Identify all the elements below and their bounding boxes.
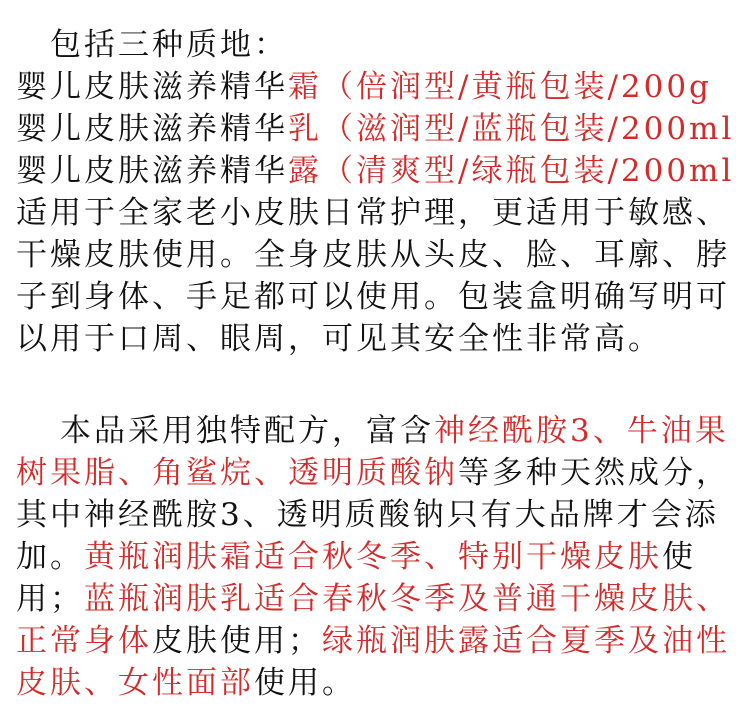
formula-line-1 [60, 410, 729, 452]
usage-line: 以用于口周、眼周，可见其安全性非常高。 [16, 321, 662, 357]
formula-line-5 [16, 578, 730, 620]
usage-line: 子到身体、手足都可以使用。包装盒明确写明可 [16, 279, 730, 315]
formula-text: 等多种天然成分， [458, 455, 730, 491]
intro-text: 包括三种质地： [50, 27, 288, 63]
product-type: 露 [288, 153, 322, 189]
product-line-lotion [16, 150, 734, 192]
ingredient-highlight: 神经酰胺3、牛油果 [434, 413, 729, 449]
formula-line-4 [16, 536, 696, 578]
product-prefix: 婴儿皮肤滋养精华 [16, 111, 288, 147]
ingredient-highlight: 树果脂、角鲨烷、透明质酸钠 [16, 455, 458, 491]
blue-bottle-highlight: 蓝瓶润肤乳适合春秋冬季及普通干燥皮肤、 [84, 581, 730, 617]
formula-text: 皮肤使用； [152, 623, 322, 659]
product-detail: （清爽型/绿瓶包装/200ml [322, 153, 735, 189]
product-detail: （滋润型/蓝瓶包装/200ml [322, 111, 735, 147]
product-line-cream [16, 66, 712, 108]
product-detail: （倍润型/黄瓶包装/200g [322, 69, 712, 105]
formula-text: 本品采用独特配方，富含 [60, 413, 434, 449]
product-type: 霜 [288, 69, 322, 105]
yellow-bottle-highlight: 黄瓶润肤霜适合秋冬季、特别干燥皮肤 [84, 539, 662, 575]
green-bottle-highlight: 皮肤、女性面部 [16, 665, 254, 701]
product-prefix: 婴儿皮肤滋养精华 [16, 69, 288, 105]
product-type: 乳 [288, 111, 322, 147]
formula-line-6 [16, 620, 730, 662]
formula-text: 使 [662, 539, 696, 575]
intro-line [50, 24, 288, 66]
formula-text: 使用。 [254, 665, 356, 701]
formula-line-2 [16, 452, 730, 494]
green-bottle-highlight: 绿瓶润肤露适合夏季及油性 [322, 623, 730, 659]
blue-bottle-highlight: 正常身体 [16, 623, 152, 659]
formula-text: 加。 [16, 539, 84, 575]
product-line-milk [16, 108, 734, 150]
formula-text: 用； [16, 581, 84, 617]
formula-line-7 [16, 662, 356, 704]
usage-line: 适用于全家老小皮肤日常护理，更适用于敏感、 [16, 195, 730, 231]
usage-line: 干燥皮肤使用。全身皮肤从头皮、脸、耳廓、脖 [16, 237, 730, 273]
product-prefix: 婴儿皮肤滋养精华 [16, 153, 288, 189]
formula-line-3: 其中神经酰胺3、透明质酸钠只有大品牌才会添 [16, 497, 719, 533]
